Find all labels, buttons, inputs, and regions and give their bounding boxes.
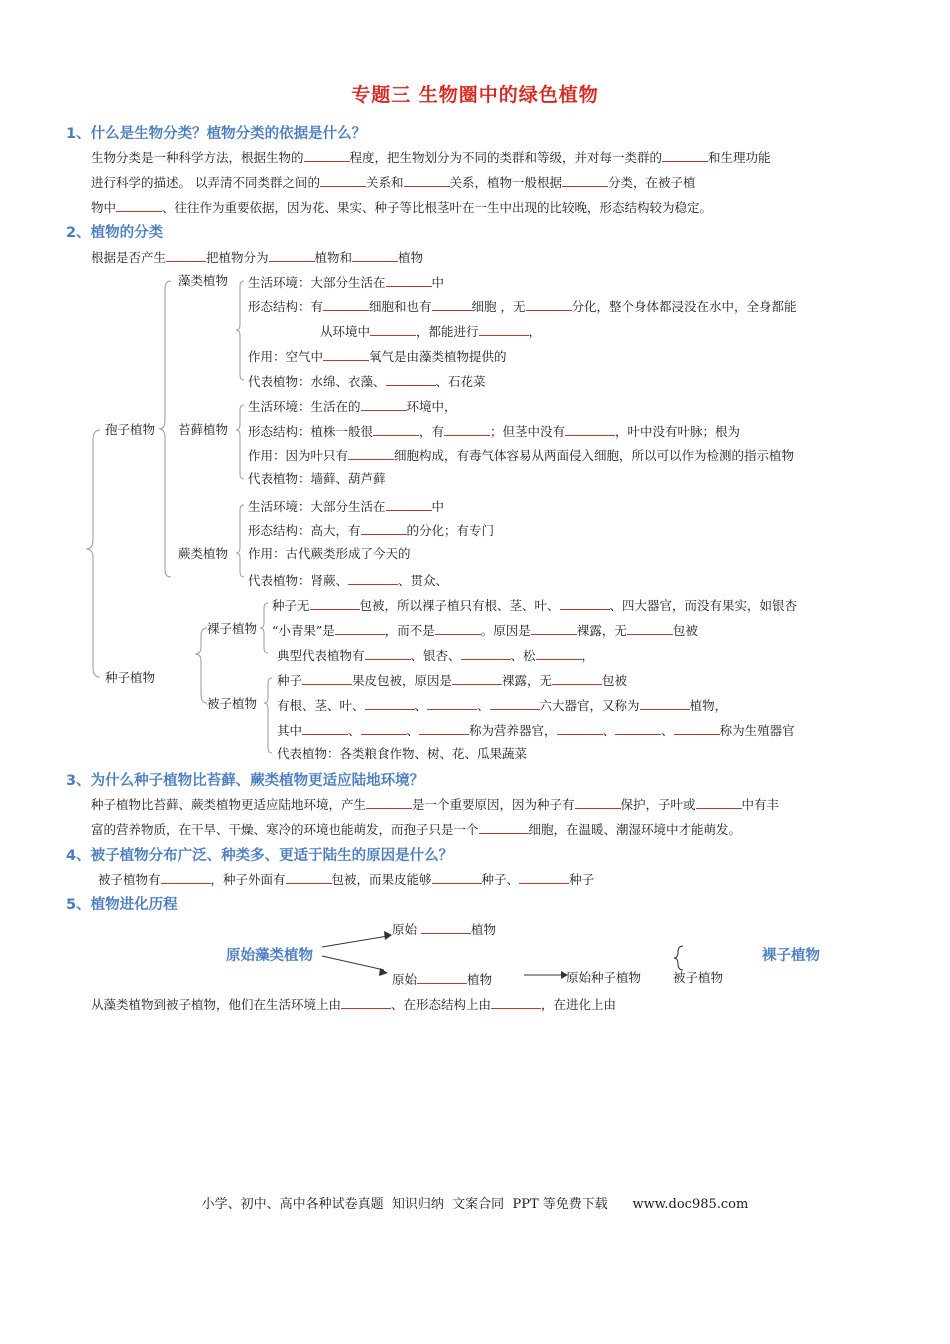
blank-field[interactable] xyxy=(417,970,467,984)
section-1-line-2: 进行科学的描述。 以弄清不同类群之间的 关系和 关系，植物一般根据 分类，在被子植 xyxy=(91,175,696,190)
page-footer: 小学、初中、高中各种试卷真题 知识归纳 文案合同 PPT 等免费下载 www.doc985.com xyxy=(201,1197,749,1212)
fern-representatives: 代表植物：肾蕨、 、贯众、 xyxy=(248,573,449,588)
gymnosperm-line-3: 典型代表植物有 、银杏、 、松 ， xyxy=(277,648,595,663)
blank-field[interactable] xyxy=(421,920,471,934)
fern-function: 作用：古代蕨类形成了今天的 xyxy=(248,546,411,561)
section-4-heading: 4、被子植物分布广泛、种类多、更适于陆生的原因是什么？ xyxy=(66,848,454,864)
algae-structure: 形态结构：有 细胞和也有 细胞 ，无 分化，整个身体都浸没在水中，全身都能 xyxy=(248,299,797,314)
angiosperm-line-3: 其中 、 、 称为营养器官， 、 、 称为生殖器官 xyxy=(277,723,795,738)
section-1-line-1: 生物分类是一种科学方法，根据生物的 程度，把生物划分为不同的类群和等级，并对每一类群的 和生理功能 xyxy=(91,150,771,165)
fern-environment: 生活环境：大部分生活在 中 xyxy=(248,499,445,514)
angiosperm-line-4: 代表植物：各类粮食作物、树、花、瓜果蔬菜 xyxy=(277,746,528,761)
section-3-line-1: 种子植物比苔藓、蕨类植物更适应陆地环境，产生 是一个重要原因，因为种子有 保护，子叶或 中有丰 xyxy=(91,797,780,812)
section-5-heading: 5、植物进化历程 xyxy=(66,897,178,913)
algae-label: 藻类植物 xyxy=(178,273,229,288)
gymnosperm-line-1: 种子无 包被，所以裸子植只有根、茎、叶、 、四大器官，而没有果实，如银杏 xyxy=(272,598,798,613)
blank-field[interactable] xyxy=(491,995,541,1009)
section-3-heading: 3、为什么种子植物比苔藓、蕨类植物更适应陆地环境？ xyxy=(66,773,425,789)
angiosperm-label: 被子植物 xyxy=(207,696,258,711)
fern-structure: 形态结构：高大，有 的分化；有专门 xyxy=(248,523,495,538)
algae-function: 作用：空气中 氧气是由藻类植物提供的 xyxy=(248,349,507,364)
moss-label: 苔藓植物 xyxy=(178,422,229,437)
moss-structure: 形态结构：植株一般很 ，有 ；但茎中没有 ，叶中没有叶脉；根为 xyxy=(248,424,741,439)
section-4-line-1: 被子植物有 ，种子外面有 包被，而果皮能够 种子、 种子 xyxy=(98,872,595,887)
evolution-summary: 从藻类植物到被子植物，他们在生活环境上由 、在形态结构上由 ，在进化上由 xyxy=(91,997,617,1012)
moss-representatives: 代表植物：墙藓、葫芦藓 xyxy=(248,471,386,486)
section-2-heading: 2、植物的分类 xyxy=(66,225,164,241)
section-3-line-2: 富的营养物质，在干旱、干燥、寒冷的环境也能萌发，而孢子只是一个 细胞，在温暖、潮湿环境中才能萌发。 xyxy=(91,822,742,837)
gymnosperm-line-2: “小青果”是 ，而不是 。原因是 裸露，无 包被 xyxy=(272,623,698,638)
spore-plants-label: 孢子植物 xyxy=(105,422,156,437)
seed-plants-label: 种子植物 xyxy=(105,670,156,685)
angiosperm-line-2: 有根、茎、叶、 、 、 六大器官，又称为 植物， xyxy=(277,698,728,713)
section-2-intro: 根据是否产生 把植物分为 植物和 植物 xyxy=(91,250,424,265)
algae-environment: 生活环境：大部分生活在 中 xyxy=(248,275,445,290)
primitive-seed-plants-label: 原始种子植物 xyxy=(566,970,642,985)
section-1-heading: 1、什么是生物分类？植物分类的依据是什么？ xyxy=(66,126,367,142)
gymnosperm-label: 裸子植物 xyxy=(207,621,258,636)
moss-function: 作用：因为叶只有 细胞构成，有毒气体容易从两面侵入细胞，所以可以作为检测的指示植物 xyxy=(248,448,795,463)
algae-structure-cont: 从环境中 ，都能进行 ， xyxy=(320,324,542,339)
blank-field[interactable] xyxy=(341,995,391,1009)
page-title: 专题三 生物圈中的绿色植物 xyxy=(351,84,599,106)
section-1-line-3: 物中 、往往作为重要依据，因为花、果实、种子等比根茎叶在一生中出现的比较晚，形态结构较为稳定。 xyxy=(91,200,713,215)
primitive-algae-label: 原始藻类植物 xyxy=(226,948,313,964)
algae-representatives: 代表植物：水绵、衣藻、 、石花菜 xyxy=(248,374,486,389)
fern-label: 蕨类植物 xyxy=(178,546,229,561)
moss-environment: 生活环境：生活在的 环境中， xyxy=(248,399,457,414)
angiosperm-evolution-label: 被子植物 xyxy=(673,970,724,985)
angiosperm-line-1: 种子 果皮包被，原因是 裸露，无 包被 xyxy=(277,673,628,688)
evolution-bottom-branch: 原始 植物 xyxy=(392,972,493,987)
evolution-top-branch: 原始 植物 xyxy=(392,922,496,937)
gymnosperm-evolution-label: 裸子植物 xyxy=(762,948,820,964)
